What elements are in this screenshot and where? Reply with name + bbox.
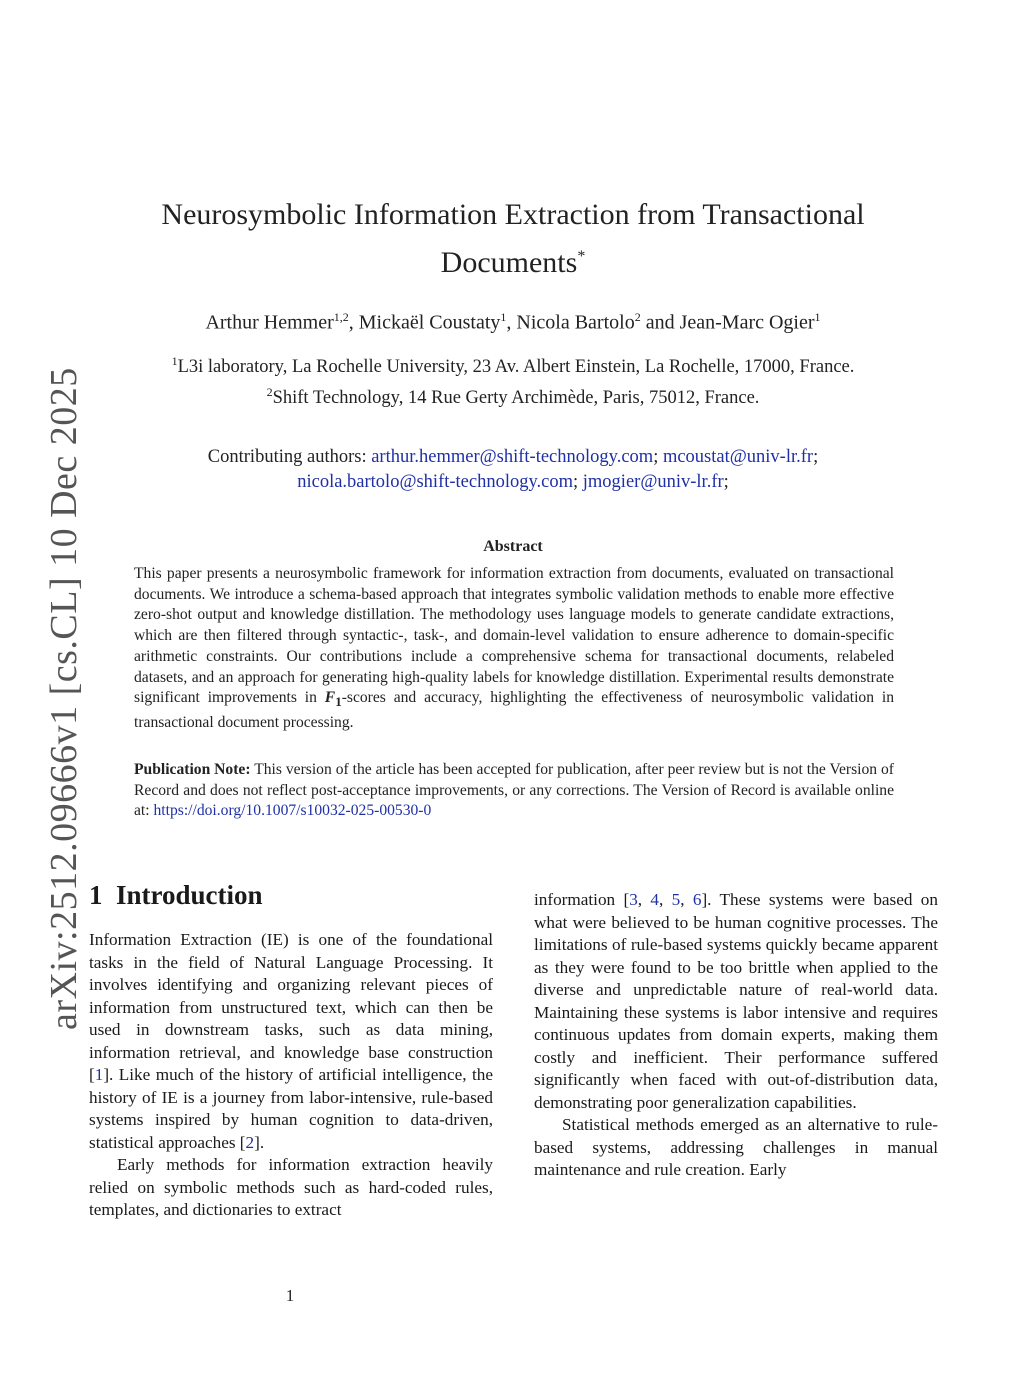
left-column	[89, 929, 493, 1222]
paragraph: information [3, 4, 5, 6]. These systems were based on what were believed to be human cognitive processes. The limitations of rule-based systems quickly became apparent as they were found to be too brittle when applied to the diverse and unpredictable nature of real-world data. Maintaining these systems is labor intensive and requires continuous updates from domain experts, making them costly and inefficient. Their performance suffered significantly when faced with out-of-distribution data, demonstrating poor generalization capabilities.	[534, 890, 938, 1112]
section-title: Introduction	[116, 880, 263, 910]
citation-link[interactable]: 1	[94, 1065, 104, 1084]
pubnote-text: This version of the article has been accepted for publication, after peer review but is not the Version of Record and does not reflect post-acceptance improvements, or any corrections. The Version of Record is available online at:	[134, 761, 894, 820]
contrib-label: Contributing authors:	[207, 447, 367, 467]
paragraph-text: ]. These systems were based on what were believed to be human cognitive processes. The limitations of rule-based systems quickly became apparent as they were found to be too brittle when applied to the diverse and unpredictable nature of real-world data. Maintaining these systems is labor intensive and requires continuous updates from domain experts, making them costly and inefficient. Their performance suffered significantly when faced with out-of-distribution data, demonstrating poor generalization capabilities.	[534, 890, 938, 1112]
paragraph: Statistical methods emerged as an alternative to rule-based systems, addressing challenges in manual maintenance and rule creation. Early	[534, 1115, 938, 1179]
paragraph-text: ]. Like much of the history of artificial intelligence, the history of IE is a journey from labor-intensive, rule-based systems inspired by human cognition to data-driven, statistical approaches [	[89, 1065, 493, 1152]
affiliations	[90, 349, 936, 411]
author-name: Nicola Bartolo	[516, 311, 635, 334]
citation-link[interactable]: 4	[650, 890, 660, 909]
author-name: Jean-Marc Ogier	[679, 311, 815, 334]
contributing-authors: Contributing authors: arthur.hemmer@shift-technology.com; mcoustat@univ-lr.fr; nicola.bartolo@shift-technology.com; jmogier@univ-lr.fr;	[207, 447, 819, 492]
f1-subscript: 1	[335, 694, 342, 710]
affiliation-number: 1	[171, 354, 178, 368]
email-link[interactable]: nicola.bartolo@shift-technology.com	[297, 472, 574, 492]
affiliation-text: L3i laboratory, La Rochelle University, 23 Av. Albert Einstein, La Rochelle, 17000, France.	[177, 357, 855, 378]
affiliation-text: Shift Technology, 14 Rue Gerty Archimède, Paris, 75012, France.	[272, 388, 760, 409]
page-number: 1	[285, 1286, 295, 1305]
paragraph: Early methods for information extraction heavily relied on symbolic methods such as hard-coded rules, templates, and dictionaries to extract	[89, 1155, 493, 1219]
section-number: 1	[89, 880, 103, 910]
author-list	[90, 310, 936, 335]
author-affiliation-mark: 1,2	[333, 310, 349, 324]
paragraph-text: ].	[254, 1132, 265, 1152]
author-affiliation-mark: 1	[814, 310, 821, 324]
paragraph	[89, 929, 493, 1154]
author-separator: ,	[506, 311, 517, 334]
citation-link[interactable]: 3	[629, 890, 638, 909]
email-link[interactable]: arthur.hemmer@shift-technology.com	[371, 447, 654, 467]
f1-symbol: F	[324, 689, 336, 707]
abstract-body	[134, 564, 894, 734]
email-link[interactable]: mcoustat@univ-lr.fr	[662, 447, 814, 467]
title-footnote-mark: *	[577, 248, 586, 265]
affiliation-line	[90, 380, 936, 411]
author-affiliation-mark: 2	[634, 310, 641, 324]
affiliation-line	[90, 349, 936, 380]
citation-link[interactable]: 6	[692, 890, 702, 909]
paper-title-text: Neurosymbolic Information Extraction from Transactional Documents	[161, 198, 865, 279]
citation-link[interactable]: 5	[671, 890, 681, 909]
author-separator: ,	[348, 311, 359, 334]
pubnote-label: Publication Note:	[134, 761, 251, 778]
email-link[interactable]: jmogier@univ-lr.fr	[582, 472, 724, 492]
affiliation-number: 2	[266, 385, 273, 400]
author-name: Arthur Hemmer	[205, 311, 334, 334]
abstract-heading: Abstract	[483, 538, 543, 555]
arxiv-side-stamp: arXiv:2512.09666v1 [cs.CL] 10 Dec 2025	[43, 367, 85, 1030]
paragraph-text: Information Extraction (IE) is one of the foundational tasks in the field of Natural Language Processing. It involves identifying and organizing relevant pieces of information from unstructured text, which can then be used in downstream tasks, such as data mining, information retrieval, and knowledge base construction [	[89, 930, 493, 1084]
citation-link[interactable]: 2	[245, 1132, 255, 1152]
abstract-text-end: -scores and accuracy, highlighting the effectiveness of neurosymbolic validation in transactional document processing.	[134, 689, 894, 732]
right-column	[534, 889, 938, 1182]
abstract-text: This paper presents a neurosymbolic framework for information extraction from documents, evaluated on transactional documents. We introduce a schema-based approach that integrates symbolic validation methods to enable more effective zero-shot output and knowledge distillation. The methodology uses language models to generate candidate extractions, which are then filtered through syntactic-, task-, and domain-level validation to ensure adherence to domain-specific arithmetic constraints. Our contributions include a comprehensive schema for transactional documents, relabeled datasets, and an approach for generating high-quality labels for knowledge distillation. Experimental results demonstrate significant improvements in	[134, 565, 894, 707]
author-affiliation-mark: 1	[500, 310, 507, 324]
publication-note	[134, 760, 894, 822]
author-name: Mickaël Coustaty	[358, 311, 501, 334]
section-heading	[89, 880, 263, 911]
author-separator: and	[640, 311, 680, 334]
paper-title	[90, 194, 936, 284]
paragraph-text: information [	[534, 890, 630, 909]
doi-link[interactable]: https://doi.org/10.1007/s10032-025-00530-0	[153, 802, 432, 820]
